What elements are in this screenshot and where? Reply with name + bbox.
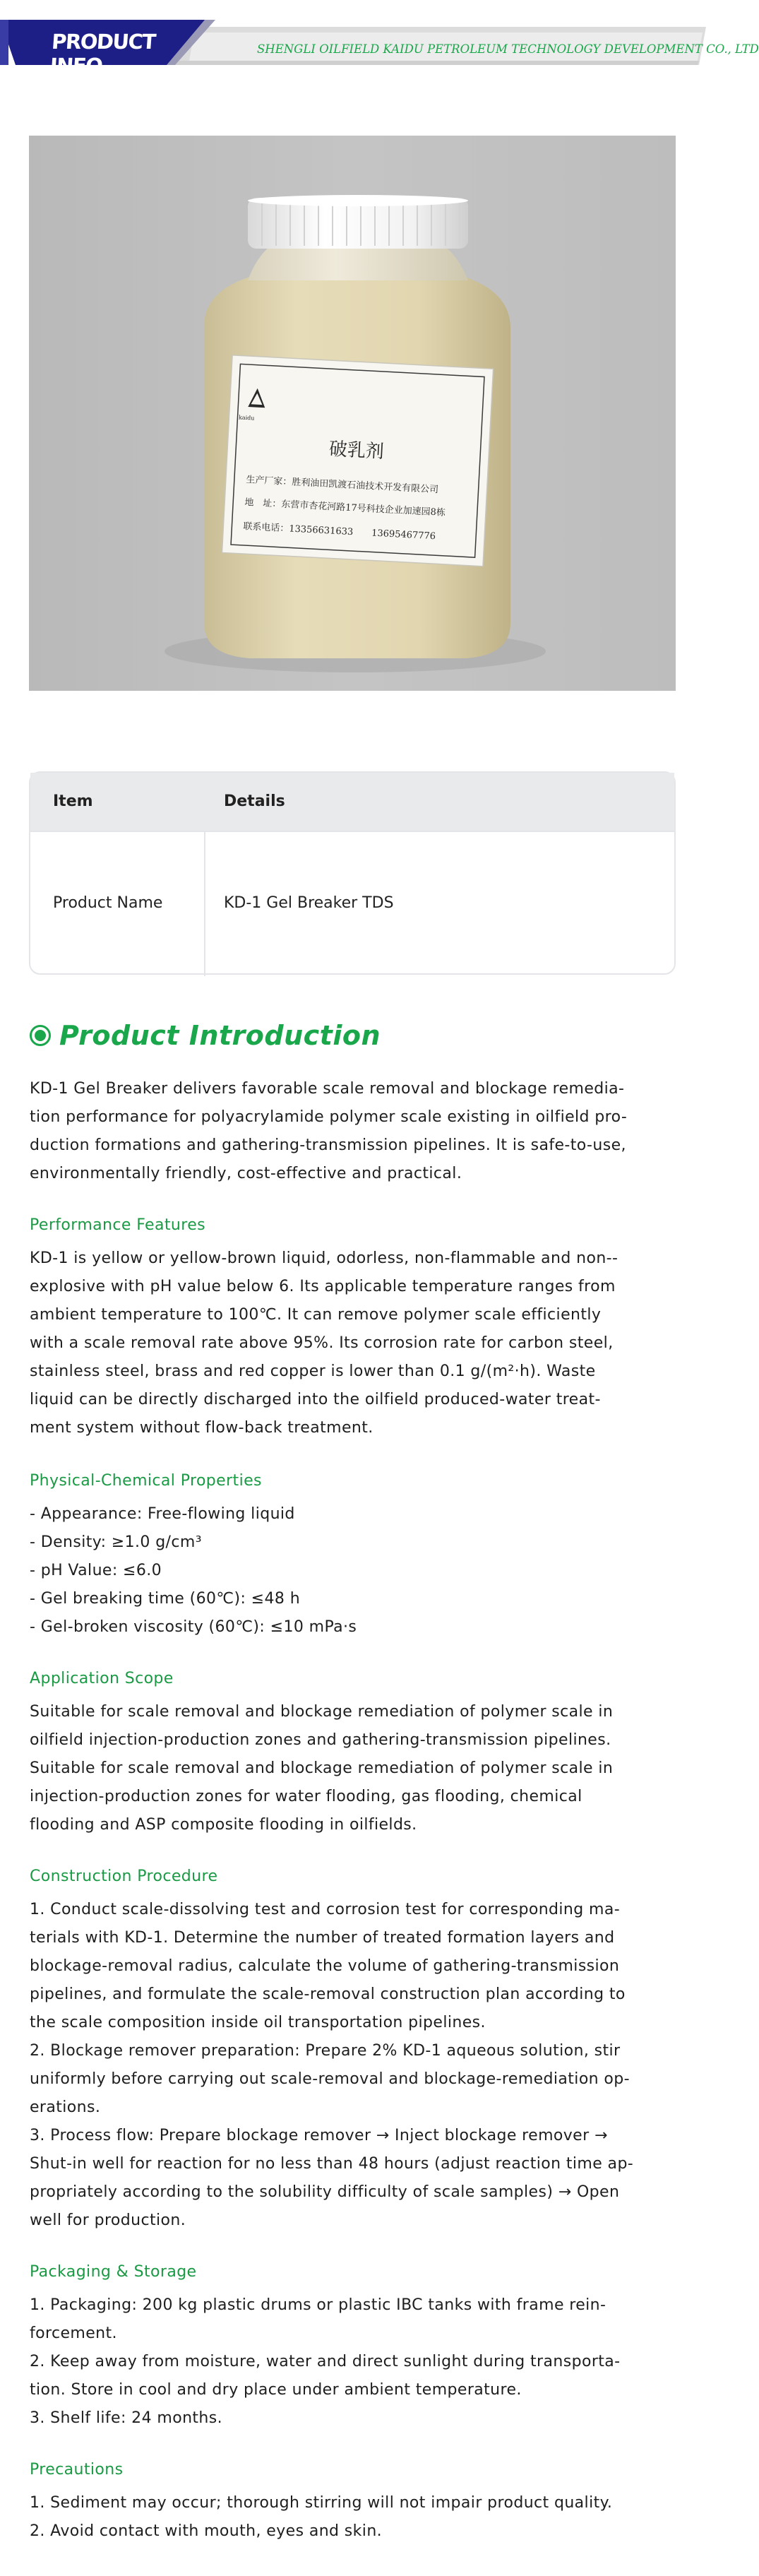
text-line: tion. Store in cool and dry place under ambient temperature. (30, 2381, 522, 2399)
header-title: PRODUCT INFO (49, 30, 156, 78)
text-line: - Density: ≥1.0 g/cm³ (30, 1533, 202, 1551)
section-body-application (30, 1698, 678, 1839)
text-line: uniformly before carrying out scale-removal and blockage-remediation op- (30, 2070, 630, 2088)
text-line: liquid can be directly discharged into the oilfield produced-water treat- (30, 1391, 601, 1408)
section-heading-precautions: Precautions (30, 2461, 124, 2479)
text-line: erations. (30, 2099, 101, 2116)
intro-title-text: Product Introduction (59, 1020, 381, 1051)
text-line: ment system without flow-back treatment. (30, 1419, 373, 1437)
bottle-illustration (29, 136, 676, 691)
text-line: 1. Packaging: 200 kg plastic drums or plastic IBC tanks with frame rein- (30, 2296, 606, 2314)
text-line: with a scale removal rate above 95%. Its corrosion rate for carbon steel, (30, 1334, 614, 1352)
section-body-properties (30, 1500, 678, 1642)
section-heading-application: Application Scope (30, 1670, 174, 1687)
table-divider (30, 831, 674, 832)
text-line: 3. Shelf life: 24 months. (30, 2409, 223, 2427)
text-line: Suitable for scale removal and blockage remediation of polymer scale in (30, 1703, 614, 1721)
company-name: SHENGLI OILFIELD KAIDU PETROLEUM TECHNOLOGY DEVELOPMENT CO., LTD (257, 42, 759, 56)
text-line: terials with KD-1. Determine the number of treated formation layers and (30, 1929, 615, 1947)
table-column-divider (204, 831, 205, 976)
section-heading-construction: Construction Procedure (30, 1868, 218, 1885)
table-cell-details: KD-1 Gel Breaker TDS (224, 894, 394, 912)
text-line: - pH Value: ≤6.0 (30, 1562, 162, 1579)
text-line: - Gel breaking time (60℃): ≤48 h (30, 1590, 301, 1608)
table-cell-item: Product Name (53, 894, 163, 912)
section-body-packaging (30, 2291, 678, 2433)
text-line: the scale composition inside oil transportation pipelines. (30, 2014, 486, 2031)
text-line: 2. Avoid contact with mouth, eyes and skin. (30, 2522, 383, 2540)
text-line: injection-production zones for water flooding, gas flooding, chemical (30, 1788, 582, 1805)
text-line: well for production. (30, 2212, 186, 2229)
text-line: environmentally friendly, cost-effective and practical. (30, 1165, 462, 1182)
text-line: forcement. (30, 2325, 117, 2342)
product-table (29, 771, 676, 975)
label-maker: 生产厂家：胜利油田凯渡石油技术开发有限公司 (246, 474, 439, 496)
text-line: 1. Sediment may occur; thorough stirring will not impair product quality. (30, 2494, 613, 2512)
text-line: Suitable for scale removal and blockage remediation of polymer scale in (30, 1759, 614, 1777)
text-line: 1. Conduct scale-dissolving test and corrosion test for corresponding ma- (30, 1901, 621, 1918)
bullet-circle-icon (30, 1025, 51, 1046)
section-body-performance (30, 1245, 678, 1442)
section-body-construction (30, 1896, 678, 2235)
label-address: 地 址：东营市杏花河路17号科技企业加速园8栋 (244, 497, 446, 518)
text-line: propriately according to the solubility difficulty of scale samples) → Open (30, 2183, 620, 2201)
table-header-item: Item (53, 793, 93, 810)
text-line: pipelines, and formulate the scale-removal construction plan according to (30, 1986, 626, 2003)
text-line: 2. Keep away from moisture, water and direct sunlight during transporta- (30, 2353, 621, 2370)
text-line: KD-1 Gel Breaker delivers favorable scale removal and blockage remedia- (30, 1080, 625, 1098)
text-line: KD-1 is yellow or yellow-brown liquid, odorless, non-flammable and non-- (30, 1250, 618, 1267)
section-body-precautions (30, 2489, 678, 2546)
section-heading-performance: Performance Features (30, 1216, 206, 1234)
text-line: flooding and ASP composite flooding in oilfields. (30, 1816, 417, 1834)
text-line: - Appearance: Free-flowing liquid (30, 1505, 295, 1523)
text-line: tion performance for polyacrylamide polymer scale existing in oilfield pro- (30, 1108, 628, 1126)
label-logo-text: kaidu (238, 414, 255, 422)
text-line: 2. Blockage remover preparation: Prepare 2% KD-1 aqueous solution, stir (30, 2042, 621, 2060)
text-line: 3. Process flow: Prepare blockage remover → Inject blockage remover → (30, 2127, 608, 2144)
text-line: - Gel-broken viscosity (60℃): ≤10 mPa·s (30, 1618, 357, 1636)
text-line: stainless steel, brass and red copper is lower than 0.1 g/(m²·h). Waste (30, 1363, 596, 1380)
section-heading-packaging: Packaging & Storage (30, 2263, 197, 2281)
intro-title (30, 1017, 381, 1054)
text-line: ambient temperature to 100℃. It can remove polymer scale efficiently (30, 1306, 602, 1324)
text-line: explosive with pH value below 6. Its applicable temperature ranges from (30, 1278, 616, 1295)
text-line: blockage-removal radius, calculate the volume of gathering-transmission (30, 1957, 620, 1975)
intro-paragraph (30, 1075, 678, 1188)
table-header-details: Details (224, 793, 285, 810)
label-phone: 联系电话：13356631633 13695467776 (243, 521, 436, 542)
table-header-row (30, 773, 674, 831)
section-heading-properties: Physical-Chemical Properties (30, 1472, 262, 1490)
text-line: oilfield injection-production zones and gathering-transmission pipelines. (30, 1731, 611, 1749)
label-product-name: 破乳剂 (328, 438, 385, 463)
text-line: Shut-in well for reaction for no less than 48 hours (adjust reaction time ap- (30, 2155, 634, 2173)
page-header (0, 0, 759, 78)
text-line: duction formations and gathering-transmission pipelines. It is safe-to-use, (30, 1136, 626, 1154)
product-photo (29, 136, 676, 691)
